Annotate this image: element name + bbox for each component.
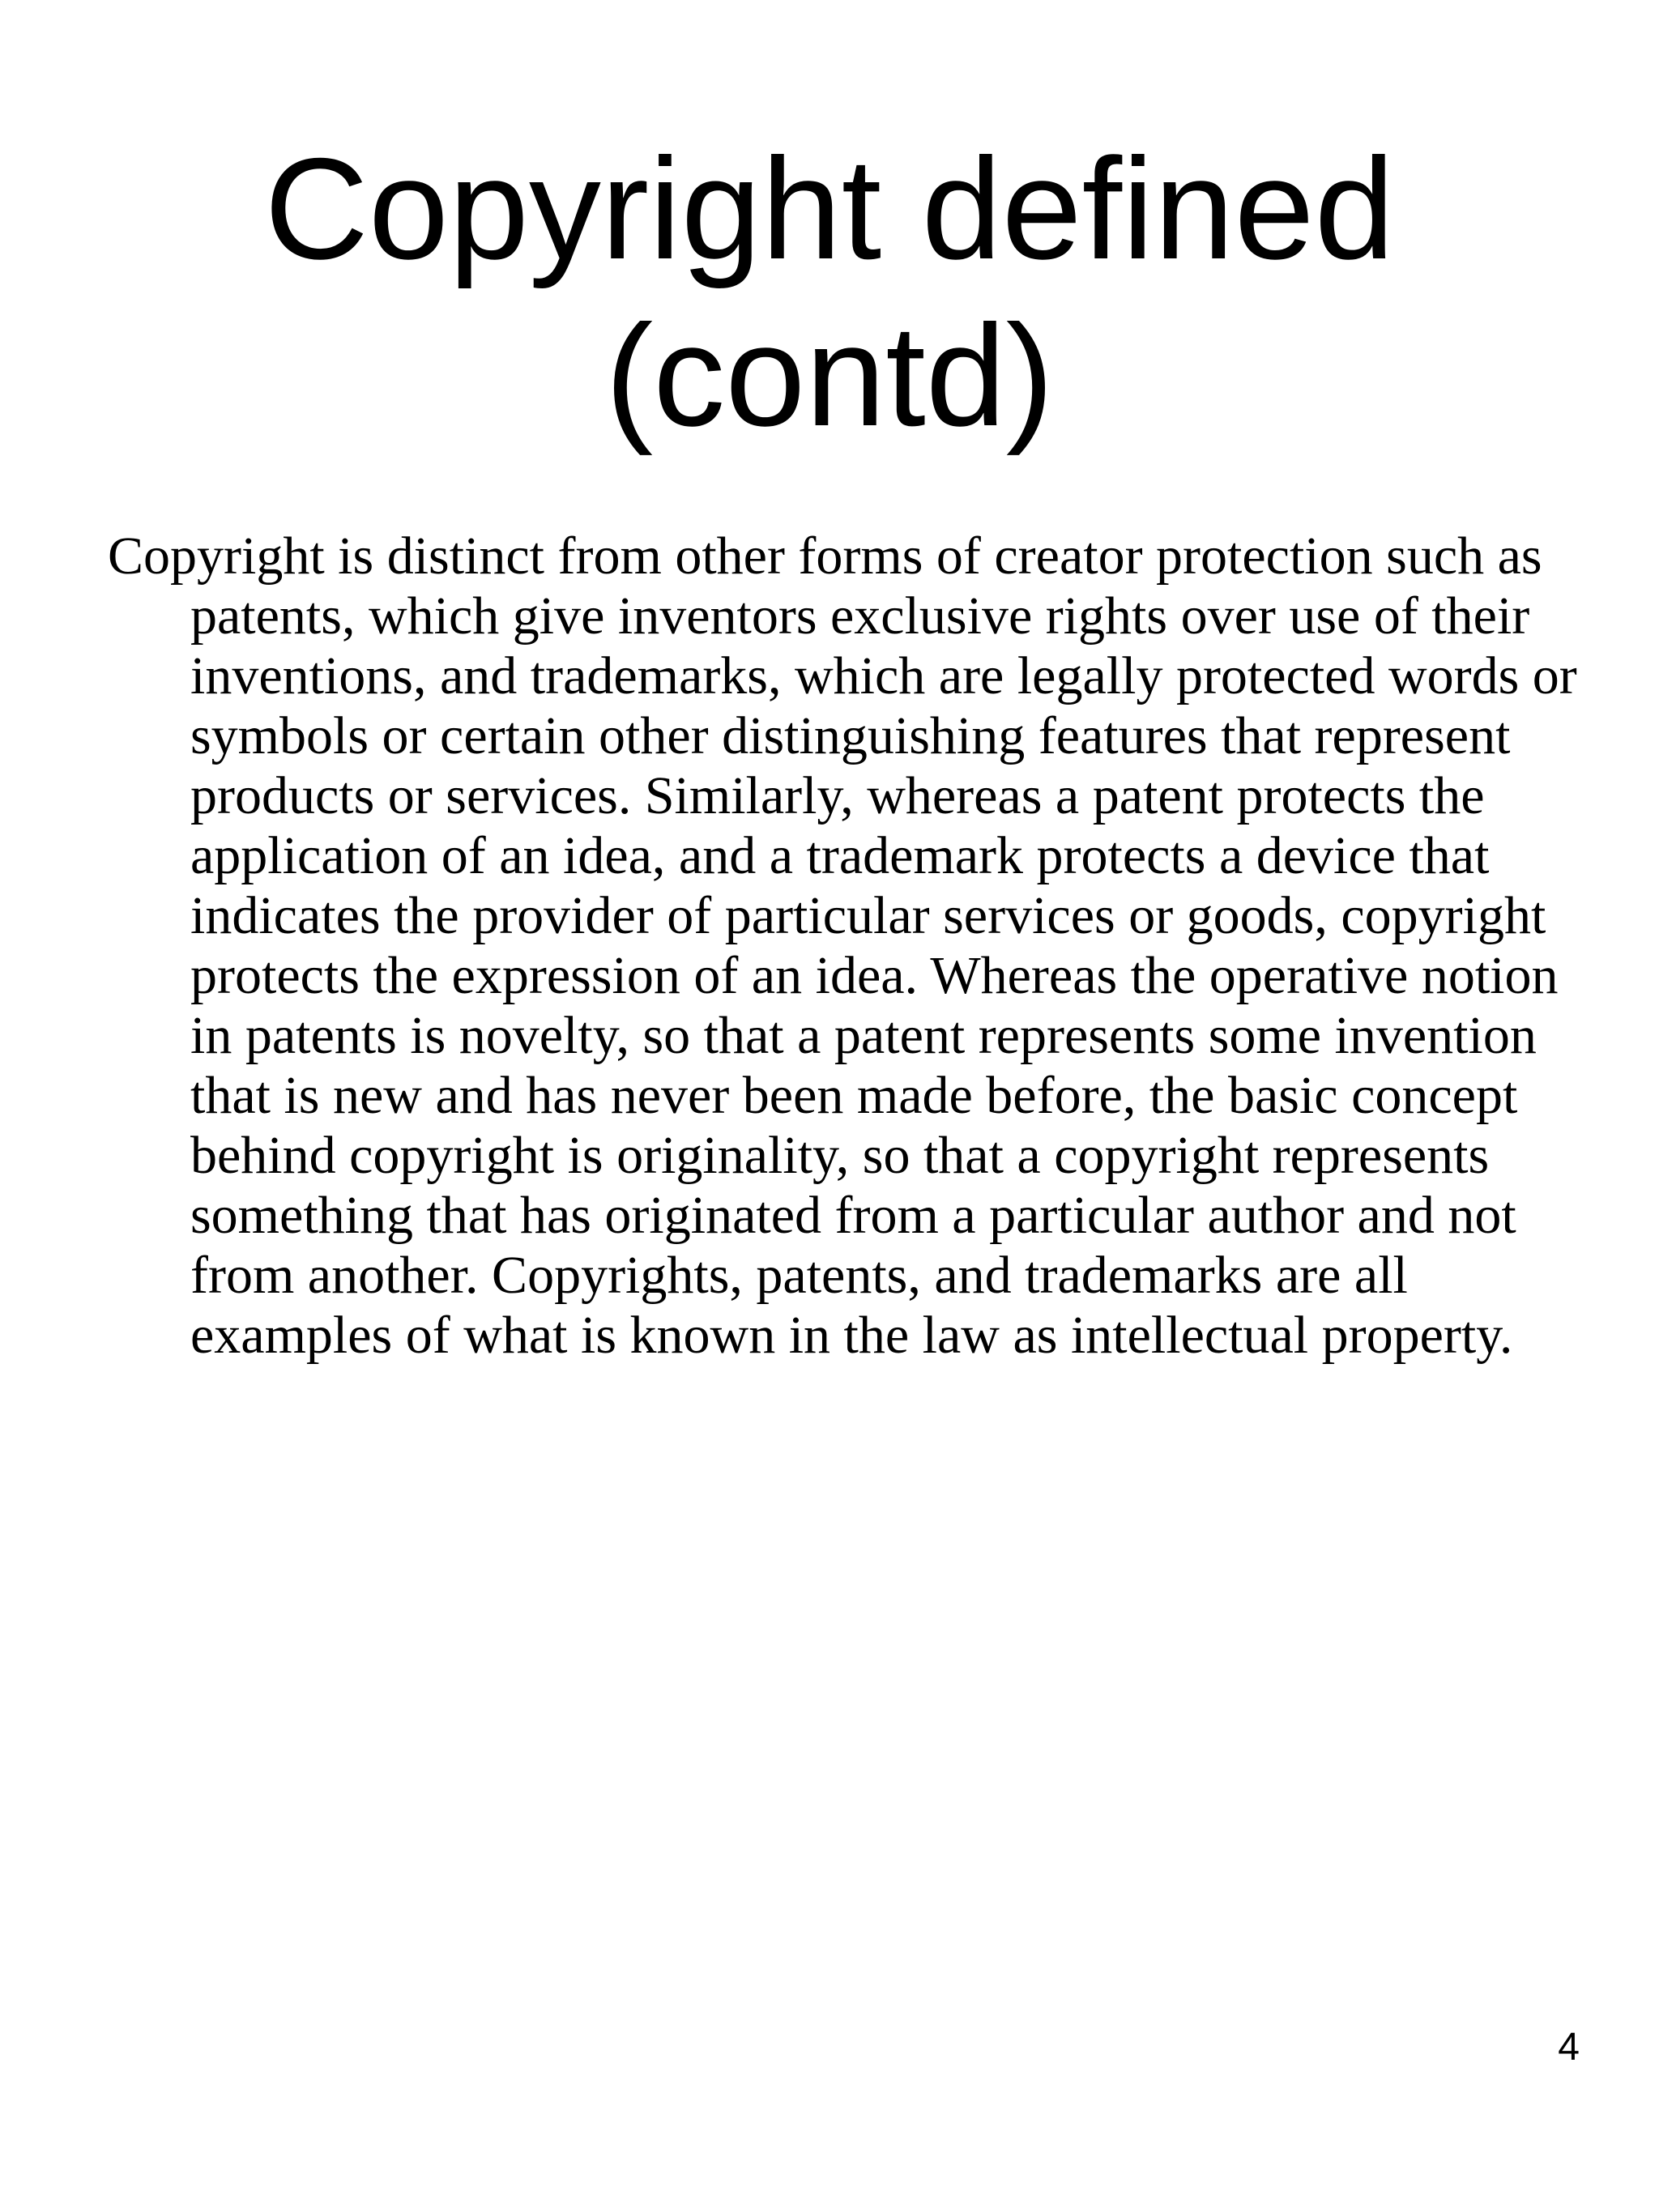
slide-title-line-2: (contd) (605, 295, 1054, 456)
slide-body-text: Copyright is distinct from other forms of creator protection such as patents, which give inventors exclusive rights over use of their inventions, and trademarks, which are legally protected words or symbols or certain other distinguishing features that represent products or services. Similarly, whereas a patent protects the application of an idea, and a trademark protects a device that indicates the provider of particular services or goods, copyright protects the expression of an idea. Whereas the operative notion in patents is novelty, so that a patent represents some invention that is new and has never been made before, the basic concept behind copyright is originality, so that a copyright represents something that has originated from a particular author and not from another. Copyrights, patents, and trademarks are all examples of what is known in the law as intellectual property. (108, 526, 1577, 1365)
slide-title-line-1: Copyright defined (264, 128, 1395, 289)
slide-title (81, 126, 1578, 459)
page-number: 4 (1558, 2026, 1580, 2069)
